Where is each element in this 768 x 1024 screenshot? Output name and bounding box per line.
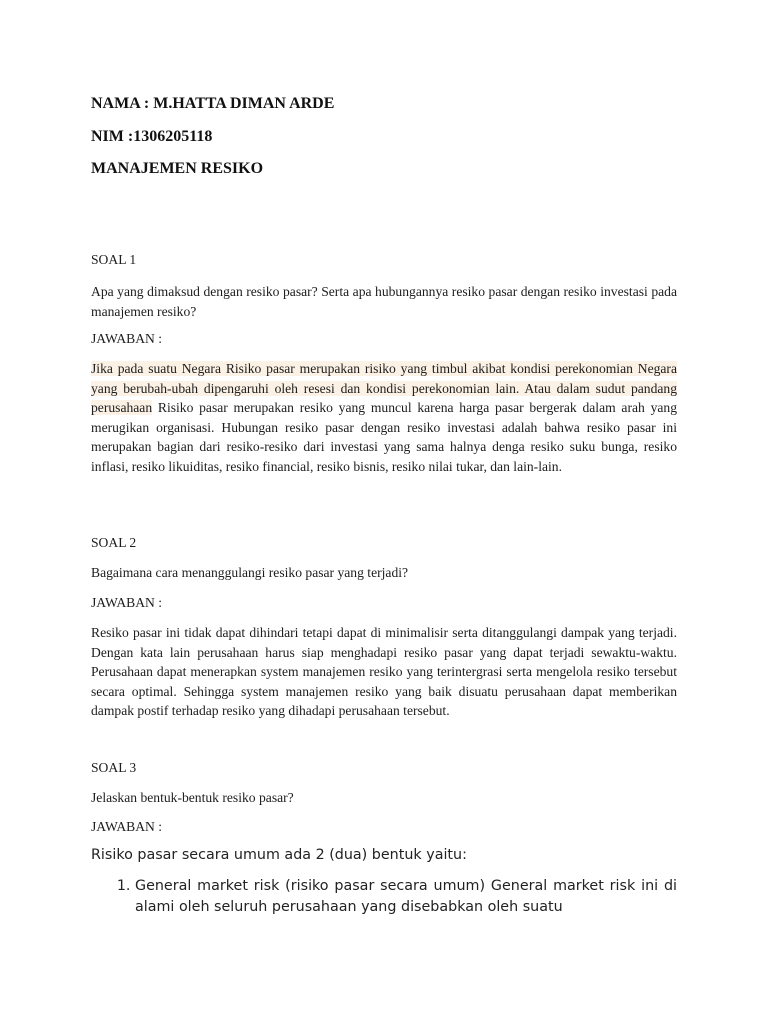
soal-2-label: SOAL 2 xyxy=(91,535,137,550)
risk-types-list xyxy=(91,876,677,918)
soal-3-label: SOAL 3 xyxy=(91,760,137,775)
soal-2-answer: Resiko pasar ini tidak dapat dihindari tetapi dapat di minimalisir serta ditanggulangi dampak yang terjadi. Dengan kata lain perusahaan harus siap menghadapi resiko pasar yang dapat terjadi sewaktu-waktu. Perusahaan dapat menerapkan system manajemen resiko yang terintergrasi serta mengelola resiko tersebut secara optimal. Sehingga system manajemen resiko yang baik disuatu perusahaan dapat memberikan dampak postif terhadap resiko yang dihadapi perusahaan tersebut. xyxy=(91,625,677,718)
soal-2-answer-label: JAWABAN : xyxy=(91,595,163,610)
soal-3-intro: Risiko pasar secara umum ada 2 (dua) bentuk yaitu: xyxy=(91,847,467,863)
soal-1-label: SOAL 1 xyxy=(91,252,137,267)
student-name-line: NAMA : M.HATTA DIMAN ARDE xyxy=(91,95,335,112)
soal-1-answer-label: JAWABAN : xyxy=(91,331,163,346)
soal-1-answer-rest: Risiko pasar merupakan resiko yang muncul karena harga pasar bergerak dalam arah yang merugikan organisasi. Hubungan resiko pasar dengan resiko investasi adalah bahwa resiko pasar ini merupakan bagian dari resiko-resiko dari investasi yang sama halnya denga resiko suku bunga, resiko inflasi, resiko likuiditas, resiko financial, resiko bisnis, resiko nilai tukar, dan lain-lain. xyxy=(91,400,677,474)
soal-1-answer-highlighted: Jika pada suatu Negara Risiko pasar merupakan risiko yang timbul akibat kondisi perekonomian Negara yang berubah-ubah dipengaruhi oleh resesi dan kondisi perekonomian lain. Atau dalam sudut pandang perusahaan xyxy=(91,361,677,415)
soal-3-question: Jelaskan bentuk-bentuk resiko pasar? xyxy=(91,790,294,805)
soal-1-question: Apa yang dimaksud dengan resiko pasar? Serta apa hubungannya resiko pasar dengan resiko investasi pada manajemen resiko? xyxy=(91,284,677,319)
course-title: MANAJEMEN RESIKO xyxy=(91,160,264,177)
soal-2-question: Bagaimana cara menanggulangi resiko pasar yang terjadi? xyxy=(91,565,409,580)
list-item: 1. General market risk (risiko pasar secara umum) General market risk ini di alami oleh seluruh perusahaan yang disebabkan oleh suatu xyxy=(135,876,677,918)
soal-3-answer-label: JAWABAN : xyxy=(91,819,163,834)
soal-1-answer xyxy=(91,359,677,476)
student-nim-line: NIM :1306205118 xyxy=(91,128,213,145)
